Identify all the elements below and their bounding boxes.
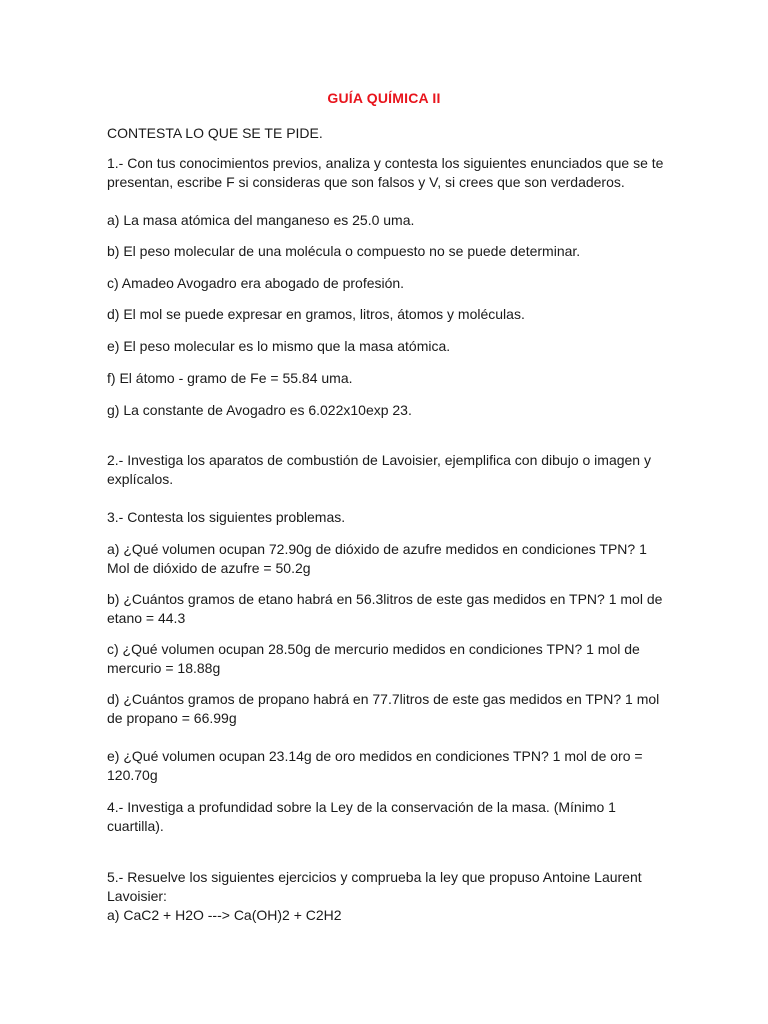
question-5-line: Lavoisier: xyxy=(107,888,167,904)
q1-item-a: a) La masa atómica del manganeso es 25.0 uma. xyxy=(107,212,415,228)
q3-item-d xyxy=(107,690,667,728)
question-5-line: a) CaC2 + H2O ---> Ca(OH)2 + C2H2 xyxy=(107,907,342,923)
q1-item-c: c) Amadeo Avogadro era abogado de profesión. xyxy=(107,275,405,291)
instruction-text: CONTESTA LO QUE SE TE PIDE. xyxy=(107,125,323,141)
q1-item-b: b) El peso molecular de una molécula o compuesto no se puede determinar. xyxy=(107,243,581,259)
q3-item-line: b) ¿Cuántos gramos de etano habrá en 56.3litros de este gas medidos en TPN? 1 mol de xyxy=(107,591,663,607)
q3-item-a xyxy=(107,540,667,578)
q1-item-f: f) El átomo - gramo de Fe = 55.84 uma. xyxy=(107,370,353,386)
question-2-text xyxy=(107,451,667,489)
question-1-line: presentan, escribe F si consideras que son falsos y V, si crees que son verdaderos. xyxy=(107,174,625,190)
q3-item-b xyxy=(107,590,667,628)
q3-item-line: d) ¿Cuántos gramos de propano habrá en 77.7litros de este gas medidos en TPN? 1 mol xyxy=(107,691,660,707)
q3-item-line: c) ¿Qué volumen ocupan 28.50g de mercurio medidos en condiciones TPN? 1 mol de xyxy=(107,641,640,657)
question-2-line: explícalos. xyxy=(107,471,174,487)
q3-item-line: de propano = 66.99g xyxy=(107,710,237,726)
question-2-line: 2.- Investiga los aparatos de combustión de Lavoisier, ejemplifica con dibujo o imagen y xyxy=(107,452,651,468)
q3-item-line: a) ¿Qué volumen ocupan 72.90g de dióxido de azufre medidos en condiciones TPN? 1 xyxy=(107,541,647,557)
question-4-line: cuartilla). xyxy=(107,818,164,834)
q3-item-line: 120.70g xyxy=(107,767,158,783)
document-title: GUÍA QUÍMICA II xyxy=(327,90,441,106)
question-4-line: 4.- Investiga a profundidad sobre la Ley de la conservación de la masa. (Mínimo 1 xyxy=(107,799,616,815)
q1-item-e: e) El peso molecular es lo mismo que la masa atómica. xyxy=(107,338,451,354)
q3-item-c xyxy=(107,640,667,678)
question-4-text xyxy=(107,798,667,836)
question-3-heading: 3.- Contesta los siguientes problemas. xyxy=(107,509,346,525)
q3-item-line: mercurio = 18.88g xyxy=(107,660,221,676)
q1-item-d: d) El mol se puede expresar en gramos, litros, átomos y moléculas. xyxy=(107,306,525,322)
question-5-text xyxy=(107,868,667,925)
q3-item-e xyxy=(107,747,667,785)
q1-item-g: g) La constante de Avogadro es 6.022x10exp 23. xyxy=(107,402,412,418)
question-1-text xyxy=(107,154,667,192)
question-5-line: 5.- Resuelve los siguientes ejercicios y comprueba la ley que propuso Antoine Laurent xyxy=(107,869,642,885)
question-1-line: 1.- Con tus conocimientos previos, analiza y contesta los siguientes enunciados que se te xyxy=(107,155,664,171)
q3-item-line: etano = 44.3 xyxy=(107,610,186,626)
q3-item-line: Mol de dióxido de azufre = 50.2g xyxy=(107,560,311,576)
q3-item-line: e) ¿Qué volumen ocupan 23.14g de oro medidos en condiciones TPN? 1 mol de oro = xyxy=(107,748,643,764)
